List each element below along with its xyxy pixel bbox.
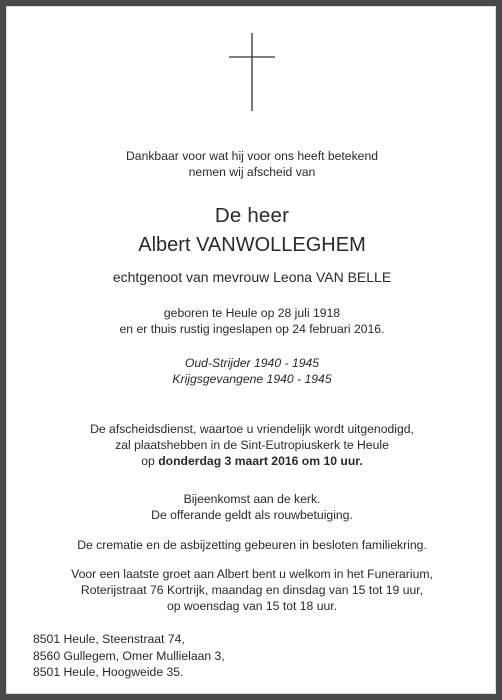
gathering-line-1: Bijeenkomst aan de kerk. (183, 492, 321, 506)
service-line-2: zal plaatshebben in de Sint-Eutropiuskerk te Heule (115, 438, 389, 452)
title: De heer (214, 204, 290, 227)
service-info (7, 421, 497, 469)
family-addresses (33, 631, 225, 681)
spouse-line: echtgenoot van mevrouw Leona VAN BELLE (112, 269, 392, 285)
funerarium-line-3: op woensdag van 15 tot 18 uur. (166, 599, 338, 613)
funeral-card (6, 6, 496, 694)
honors (7, 355, 497, 387)
intro-line-1: Dankbaar voor wat hij voor ons heeft betekend (125, 149, 379, 163)
gathering-line-2: De offerande geldt als rouwbetuiging. (151, 508, 353, 522)
address-2: 8560 Gullegem, Omer Mullielaan 3, (33, 648, 225, 663)
honor-veteran: Oud-Strijder 1940 - 1945 (184, 356, 320, 370)
funerarium-info (7, 566, 497, 614)
cross-icon (229, 33, 275, 111)
birth-death-info (7, 305, 497, 337)
service-line-1: De afscheidsdienst, waartoe u vriendelijk wordt uitgenodigd, (90, 422, 414, 436)
gathering-info (7, 491, 497, 523)
intro-line-2: nemen wij afscheid van (188, 165, 316, 179)
funerarium-line-1: Voor een laatste groet aan Albert bent u welkom in het Funerarium, (71, 567, 433, 581)
service-date: donderdag 3 maart 2016 om 10 uur. (158, 454, 363, 468)
address-1: 8501 Heule, Steenstraat 74, (33, 632, 185, 646)
honor-prisoner: Krijgsgevangene 1940 - 1945 (172, 372, 332, 386)
death-line: en er thuis rustig ingeslapen op 24 februari 2016. (119, 322, 385, 336)
service-date-prefix: op (141, 454, 159, 468)
cremation-info: De crematie en de asbijzetting gebeuren in besloten familiekring. (77, 538, 427, 552)
intro-text (7, 148, 497, 180)
address-3: 8501 Heule, Hoogweide 35. (33, 665, 184, 679)
service-line-3 (7, 453, 497, 469)
deceased-name: Albert VANWOLLEGHEM (138, 234, 366, 256)
funerarium-line-2: Roterijstraat 76 Kortrijk, maandag en dinsdag van 15 tot 19 uur, (80, 583, 424, 597)
birth-line: geboren te Heule op 28 juli 1918 (163, 306, 341, 320)
